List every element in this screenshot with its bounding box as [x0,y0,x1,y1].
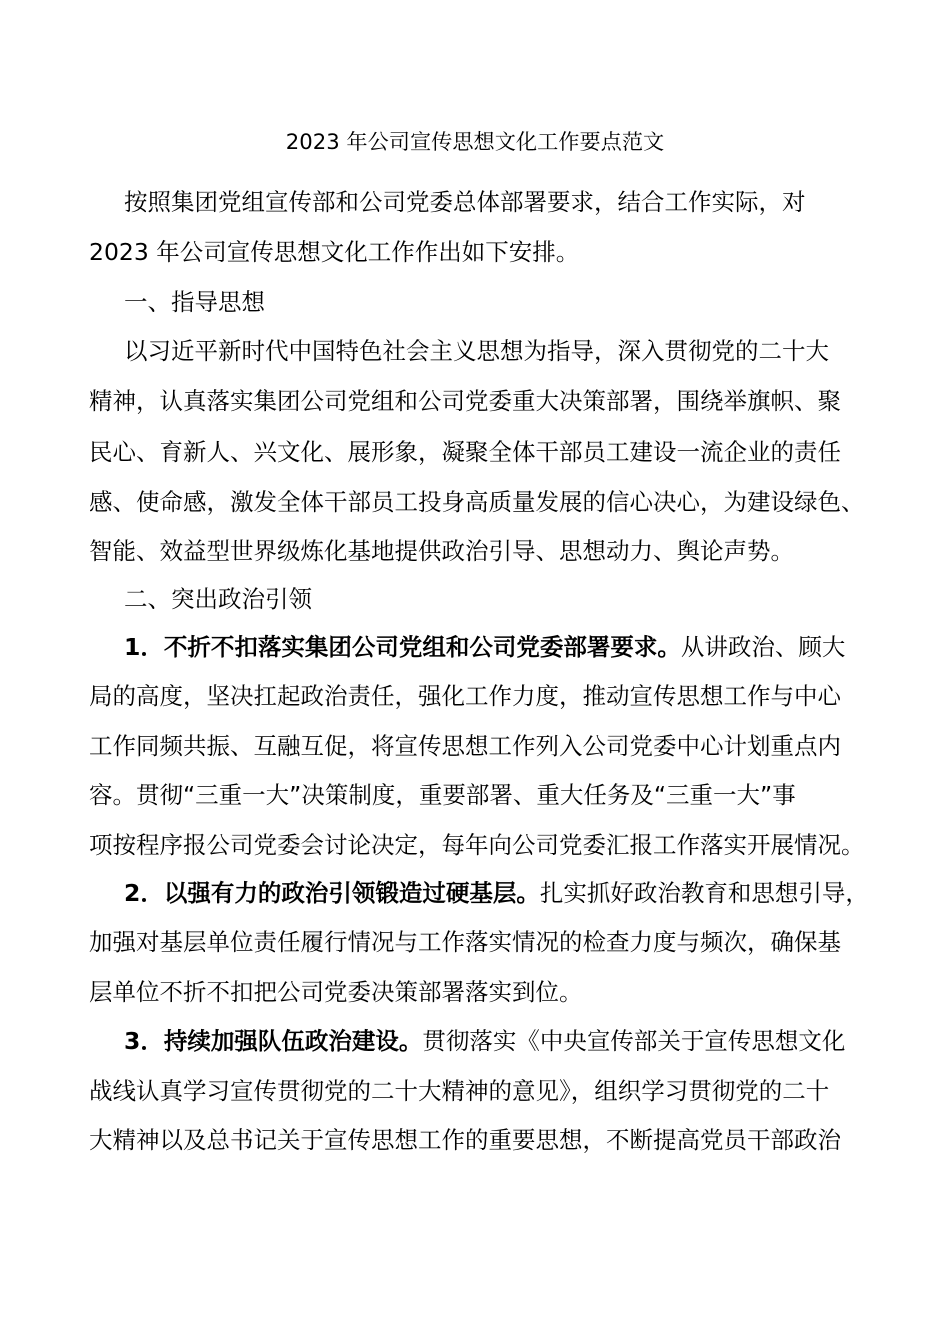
document-title: 2023 年公司宣传思想文化工作要点范文 [285,129,665,154]
item-1-line-5: 项按程序报公司党委会讨论决定，每年向公司党委汇报工作落实开展情况。 [89,831,865,859]
item-2-line-2: 加强对基层单位责任履行情况与工作落实情况的检查力度与频次，确保基 [89,928,841,956]
section-1-heading: 一、指导思想 [124,288,265,316]
item-2-line-3: 层单位不折不扣把公司党委决策部署落实到位。 [89,978,583,1006]
item-1-line-2: 局的高度，坚决扛起政治责任，强化工作力度，推动宣传思想工作与中心 [89,682,841,710]
item-1-line-4: 容。贯彻“三重一大”决策制度，重要部署、重大任务及“三重一大”事 [89,781,796,809]
item-2-first-rest: 扎实抓好政治教育和思想引导， [539,879,869,907]
item-2-bold-title: 2．以强有力的政治引领锻造过硬基层。 [124,879,540,907]
item-2-first-line [124,873,869,913]
item-3-first-rest: 贯彻落实《中央宣传部关于宣传思想文化 [422,1027,846,1055]
section-1-line-3: 民心、育新人、兴文化、展形象，凝聚全体干部员工建设一流企业的责任 [89,438,841,466]
intro-line-2: 2023 年公司宣传思想文化工作作出如下安排。 [89,238,580,266]
section-1-line-2: 精神，认真落实集团公司党组和公司党委重大决策部署，围绕举旗帜、聚 [89,387,841,415]
intro-line-1: 按照集团党组宣传部和公司党委总体部署要求，结合工作实际，对 [124,188,806,216]
item-1-first-rest: 从讲政治、顾大 [680,633,846,661]
section-2-heading: 二、突出政治引领 [124,585,312,613]
item-1-line-3: 工作同频共振、互融互促，将宣传思想工作列入公司党委中心计划重点内 [89,732,841,760]
item-3-line-3: 大精神以及总书记关于宣传思想工作的重要思想，不断提高党员干部政治 [89,1126,841,1154]
section-1-line-4: 感、使命感，激发全体干部员工投身高质量发展的信心决心，为建设绿色、 [89,488,865,516]
item-3-line-2: 战线认真学习宣传贯彻党的二十大精神的意见》，组织学习贯彻党的二十 [89,1077,830,1105]
item-1-bold-title: 1．不折不扣落实集团公司党组和公司党委部署要求。 [124,633,681,661]
section-1-line-1: 以习近平新时代中国特色社会主义思想为指导，深入贯彻党的二十大 [124,337,829,365]
item-3-bold-title: 3．持续加强队伍政治建设。 [124,1027,423,1055]
item-3-first-line [124,1021,845,1061]
item-1-first-line [124,627,845,667]
section-1-line-5: 智能、效益型世界级炼化基地提供政治引导、思想动力、舆论声势。 [89,537,794,565]
